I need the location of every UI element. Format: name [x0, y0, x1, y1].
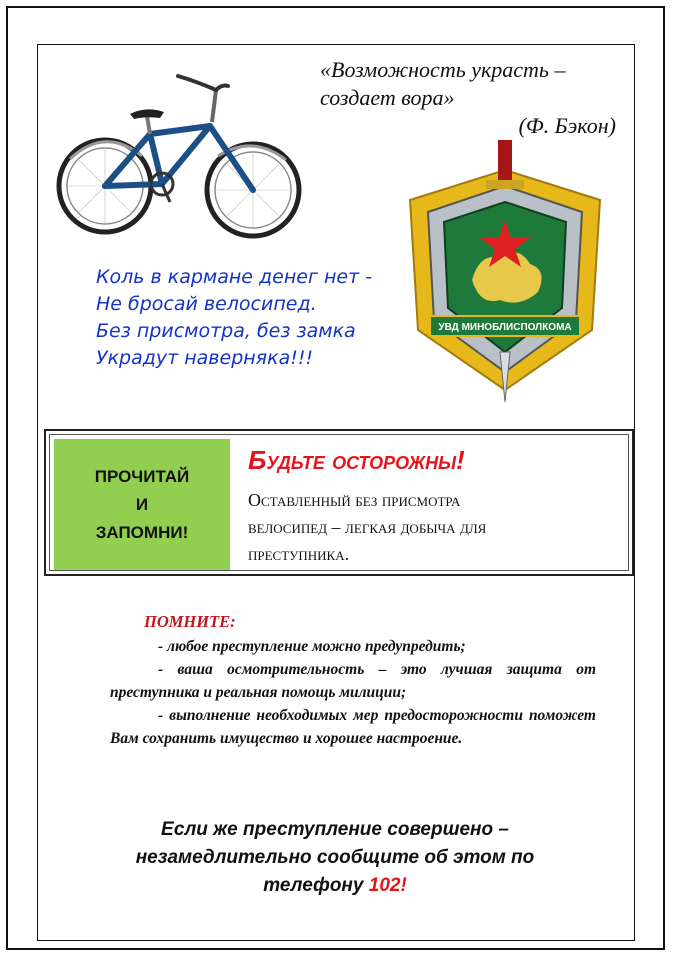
- green-line-1: ПРОЧИТАЙ: [94, 466, 190, 486]
- remember-section: [110, 610, 596, 750]
- poem-line-2: Не бросай велосипед.: [96, 293, 317, 315]
- quote-line-1: «Возможность украсть –: [320, 57, 566, 82]
- final-line-1: Если же преступление совершено –: [161, 819, 509, 840]
- final-message: [100, 816, 570, 900]
- final-line-2: незамедлительно сообщите об этом по: [135, 847, 535, 868]
- warning-box: [44, 429, 634, 576]
- remember-item: - выполнение необходимых мер предосторожности поможет Вам сохранить имущество и хорошее настроение.: [110, 707, 596, 747]
- final-line-3-prefix: телефону: [263, 875, 369, 896]
- warning-text-line-3: преступника.: [248, 544, 350, 564]
- bicycle-illustration: [50, 64, 310, 244]
- quote-author: (Ф. Бэкон): [518, 113, 616, 138]
- poem-line-1: Коль в кармане денег нет -: [96, 266, 373, 288]
- quote: [320, 56, 616, 140]
- remember-item: - любое преступление можно предупредить;: [158, 638, 466, 655]
- final-line-3: [100, 872, 570, 900]
- warning-box-inner: [49, 434, 629, 571]
- warning-title: Будьте осторожны!: [248, 445, 465, 475]
- police-shield-emblem-icon: [400, 140, 610, 410]
- poem-line-4: Украдут наверняка!!!: [96, 347, 314, 369]
- warning-text: [248, 487, 628, 568]
- read-remember-block: [54, 439, 230, 570]
- green-line-2: И: [135, 494, 149, 514]
- remember-heading: ПОМНИТЕ:: [144, 612, 236, 631]
- emblem-label: УВД МИНОБЛИСПОЛКОМА: [438, 322, 572, 333]
- poem: [96, 264, 406, 372]
- warning-text-line-1: Оставленный без присмотра: [248, 490, 461, 510]
- warning-text-line-2: велосипед – легкая добыча для: [248, 517, 487, 537]
- quote-line-2: создает вора»: [320, 85, 455, 110]
- phone-number: 102!: [368, 875, 407, 896]
- remember-item: - ваша осмотрительность – это лучшая защита от преступника и реальная помощь милиции;: [110, 661, 596, 701]
- poem-line-3: Без присмотра, без замка: [96, 320, 356, 342]
- green-line-3: ЗАПОМНИ!: [95, 522, 189, 542]
